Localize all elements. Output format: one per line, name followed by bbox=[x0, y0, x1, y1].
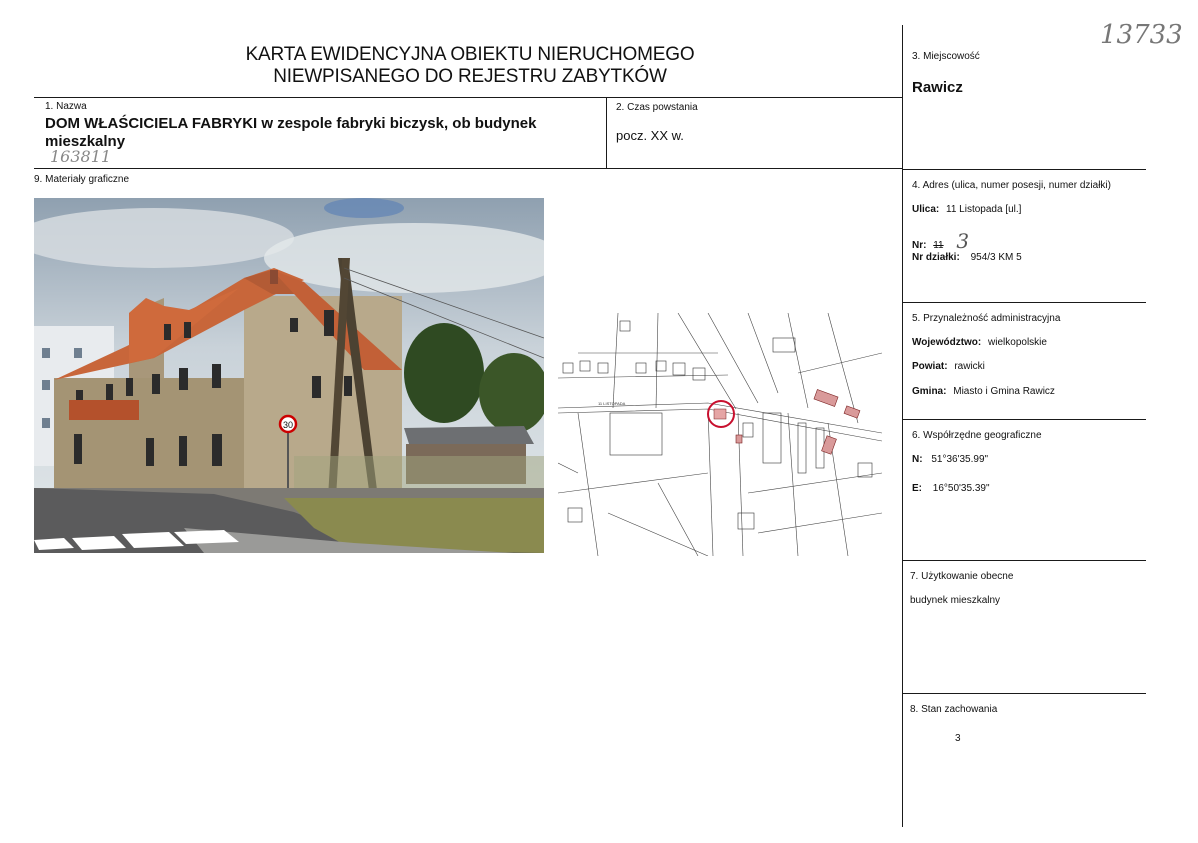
right-rule-1 bbox=[902, 169, 1146, 170]
period-value: pocz. XX w. bbox=[616, 128, 684, 143]
coords-n-value: 51°36'35.99" bbox=[931, 454, 989, 465]
name-bottom-rule bbox=[34, 168, 902, 169]
coords-n-label: N: bbox=[912, 454, 923, 465]
right-rule-2 bbox=[902, 302, 1146, 303]
nr-row bbox=[912, 229, 969, 253]
nr-value: 11 bbox=[933, 240, 944, 251]
condition-value: 3 bbox=[955, 733, 961, 744]
condition-label: 8. Stan zachowania bbox=[910, 704, 998, 715]
admin-label: 5. Przynależność administracyjna bbox=[912, 313, 1061, 324]
coords-e-value: 16°50'35.39" bbox=[932, 483, 990, 494]
plot-label: Nr działki: bbox=[912, 252, 960, 263]
voivodeship-label: Województwo: bbox=[912, 337, 982, 348]
voivodeship-value: wielkopolskie bbox=[988, 337, 1047, 348]
right-rule-3 bbox=[902, 419, 1146, 420]
title-line-2: NIEWPISANEGO DO REJESTRU ZABYTKÓW bbox=[273, 66, 667, 87]
title-line-1: KARTA EWIDENCYJNA OBIEKTU NIERUCHOMEGO bbox=[245, 44, 695, 65]
county-row bbox=[912, 361, 985, 372]
document-title bbox=[180, 44, 760, 88]
locality-value: Rawicz bbox=[912, 79, 963, 96]
right-rule-4 bbox=[902, 560, 1146, 561]
nr-handwritten: 3 bbox=[956, 229, 970, 253]
commune-value: Miasto i Gmina Rawicz bbox=[953, 386, 1055, 397]
address-label: 4. Adres (ulica, numer posesji, numer działki) bbox=[912, 180, 1111, 191]
street-value: 11 Listopada [ul.] bbox=[946, 204, 1022, 215]
county-value: rawicki bbox=[954, 361, 985, 372]
plot-row bbox=[912, 252, 1022, 263]
building-photo bbox=[34, 198, 544, 553]
name-value: DOM WŁAŚCICIELA FABRYKI w zespole fabryki biczysk, ob budynek mieszkalny bbox=[45, 115, 537, 150]
street-row bbox=[912, 204, 1021, 215]
graphics-label: 9. Materiały graficzne bbox=[34, 174, 130, 185]
commune-row bbox=[912, 386, 1055, 397]
coords-n-row bbox=[912, 454, 988, 465]
cadastral-map bbox=[558, 313, 882, 556]
voivodeship-row bbox=[912, 337, 1047, 348]
coords-e-row bbox=[912, 483, 990, 494]
plot-value: 954/3 KM 5 bbox=[970, 252, 1022, 263]
speed-sign-text: 30 bbox=[282, 420, 294, 430]
locality-label: 3. Miejscowość bbox=[912, 51, 980, 62]
period-label: 2. Czas powstania bbox=[616, 102, 698, 113]
name-handwritten-number: 163811 bbox=[50, 147, 112, 166]
handwritten-stamp-number: 13733 bbox=[1100, 20, 1183, 50]
right-column-divider bbox=[902, 25, 903, 827]
county-label: Powiat: bbox=[912, 361, 948, 372]
commune-label: Gmina: bbox=[912, 386, 947, 397]
nr-label: Nr: bbox=[912, 240, 927, 251]
name-period-divider bbox=[606, 97, 607, 169]
coords-label: 6. Współrzędne geograficzne bbox=[912, 430, 1042, 441]
usage-label: 7. Użytkowanie obecne bbox=[910, 571, 1014, 582]
usage-value: budynek mieszkalny bbox=[910, 595, 1001, 606]
name-label: 1. Nazwa bbox=[45, 101, 87, 112]
header-bottom-rule bbox=[34, 97, 902, 98]
right-rule-5 bbox=[902, 693, 1146, 694]
street-label: Ulica: bbox=[912, 204, 940, 215]
map-street-label: 11 LISTOPADA bbox=[598, 401, 626, 406]
coords-e-label: E: bbox=[912, 483, 922, 494]
